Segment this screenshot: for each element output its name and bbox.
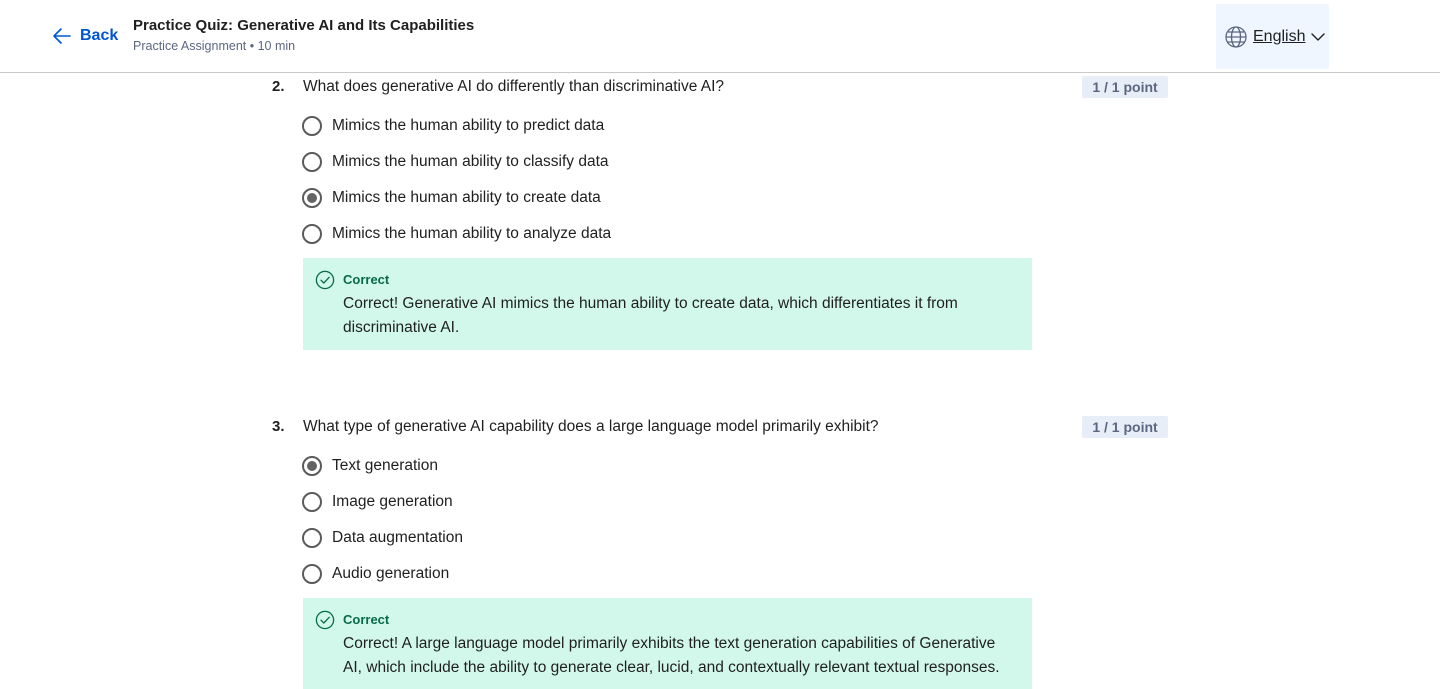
feedback-text: Correct! A large language model primarily exhibits the text generation capabilities of Generative AI, which include the ability to generate clear, lucid, and contextually relevant textual responses. bbox=[343, 635, 1000, 676]
radio-button[interactable] bbox=[302, 116, 322, 136]
question-number: 3. bbox=[272, 418, 285, 435]
answer-option[interactable] bbox=[302, 187, 601, 209]
answer-option[interactable] bbox=[302, 223, 611, 245]
answer-option[interactable] bbox=[302, 491, 453, 513]
radio-button[interactable] bbox=[302, 564, 322, 584]
language-label: English bbox=[1253, 27, 1306, 45]
feedback-title: Correct bbox=[343, 272, 390, 287]
back-label: Back bbox=[80, 27, 119, 44]
answer-option[interactable] bbox=[302, 151, 609, 173]
option-label: Data augmentation bbox=[332, 529, 463, 546]
option-label: Audio generation bbox=[332, 565, 450, 582]
option-label: Text generation bbox=[332, 457, 438, 474]
page-subtitle: Practice Assignment • 10 min bbox=[133, 39, 296, 53]
radio-button[interactable] bbox=[302, 492, 322, 512]
language-selector[interactable] bbox=[1216, 4, 1329, 69]
answer-option[interactable] bbox=[302, 563, 449, 585]
option-label: Mimics the human ability to classify data bbox=[332, 153, 609, 170]
option-label: Mimics the human ability to analyze data bbox=[332, 225, 612, 242]
globe-icon bbox=[1224, 25, 1248, 49]
question-text: What does generative AI do differently than discriminative AI? bbox=[303, 78, 725, 95]
radio-button[interactable] bbox=[302, 224, 322, 244]
top-header bbox=[0, 0, 1440, 73]
radio-button[interactable] bbox=[302, 152, 322, 172]
answer-option[interactable] bbox=[302, 527, 463, 549]
page-title: Practice Quiz: Generative AI and Its Capabilities bbox=[133, 17, 475, 34]
radio-button[interactable] bbox=[302, 528, 322, 548]
question-text: What type of generative AI capability does a large language model primarily exhibit? bbox=[303, 418, 879, 435]
radio-button-selected[interactable] bbox=[302, 456, 322, 476]
feedback-correct bbox=[303, 598, 1032, 689]
points-badge: 1 / 1 point bbox=[1082, 76, 1168, 98]
question-number: 2. bbox=[272, 78, 285, 95]
assignment-heading bbox=[133, 16, 474, 56]
check-circle-icon bbox=[315, 610, 335, 630]
answer-option[interactable] bbox=[302, 455, 438, 477]
check-circle-icon bbox=[315, 270, 335, 290]
back-button[interactable] bbox=[52, 24, 118, 48]
option-label: Mimics the human ability to predict data bbox=[332, 117, 605, 134]
arrow-left-icon bbox=[52, 26, 72, 46]
radio-button-selected[interactable] bbox=[302, 188, 322, 208]
option-label: Mimics the human ability to create data bbox=[332, 189, 601, 206]
answer-option[interactable] bbox=[302, 115, 604, 137]
feedback-title: Correct bbox=[343, 612, 390, 627]
option-label: Image generation bbox=[332, 493, 453, 510]
feedback-text: Correct! Generative AI mimics the human ability to create data, which differentiates it from discriminative AI. bbox=[343, 295, 958, 336]
feedback-correct bbox=[303, 258, 1032, 350]
points-badge: 1 / 1 point bbox=[1082, 416, 1168, 438]
chevron-down-icon bbox=[1310, 29, 1326, 45]
